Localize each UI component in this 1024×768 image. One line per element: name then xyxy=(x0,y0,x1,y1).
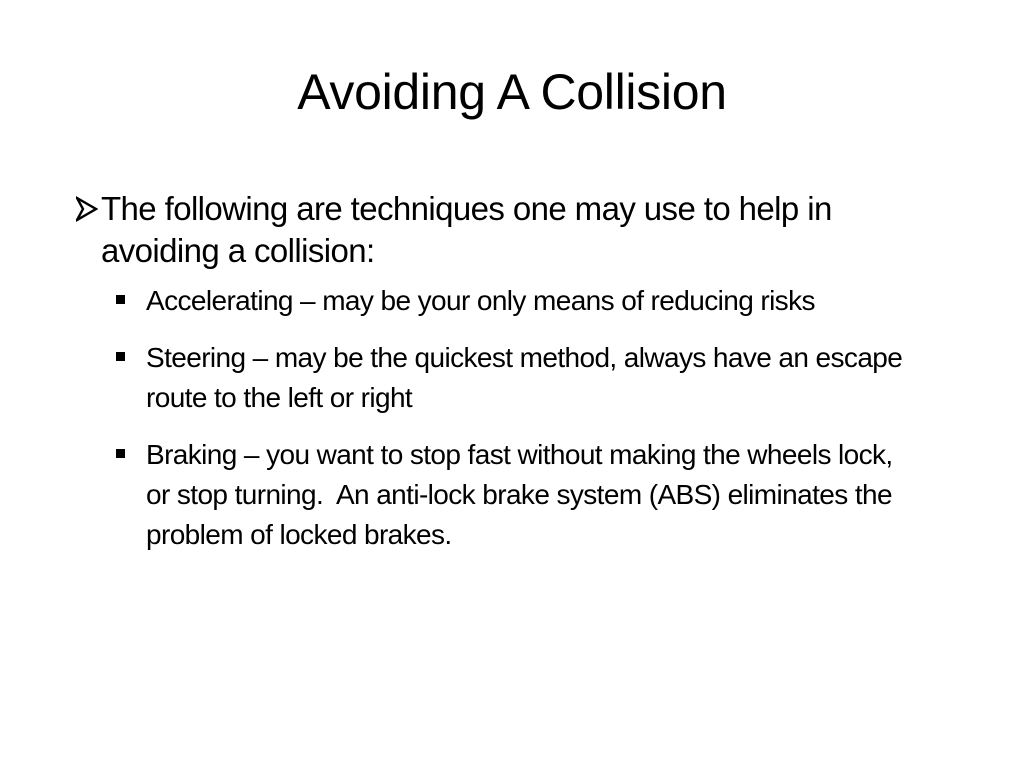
square-bullet-icon xyxy=(116,352,125,361)
square-bullet-icon xyxy=(116,449,125,458)
list-item xyxy=(146,435,916,555)
intro-bullet xyxy=(76,188,956,272)
arrowhead-bullet-icon xyxy=(76,188,98,230)
list-item-text: Steering – may be the quickest method, always have an escape route to the left or right xyxy=(146,342,903,413)
square-bullet-icon xyxy=(116,295,125,304)
technique-list xyxy=(76,281,956,555)
slide-title: Avoiding A Collision xyxy=(297,64,727,120)
slide-body xyxy=(76,188,956,572)
list-item-text: Braking – you want to stop fast without making the wheels lock, or stop turning. An anti-lock brake system (ABS) eliminates the problem of locked brakes. xyxy=(146,439,900,550)
list-item xyxy=(146,338,916,418)
list-item xyxy=(146,281,916,321)
list-item-text: Accelerating – may be your only means of reducing risks xyxy=(146,285,815,316)
intro-text: The following are techniques one may use to help in avoiding a collision: xyxy=(101,190,832,269)
